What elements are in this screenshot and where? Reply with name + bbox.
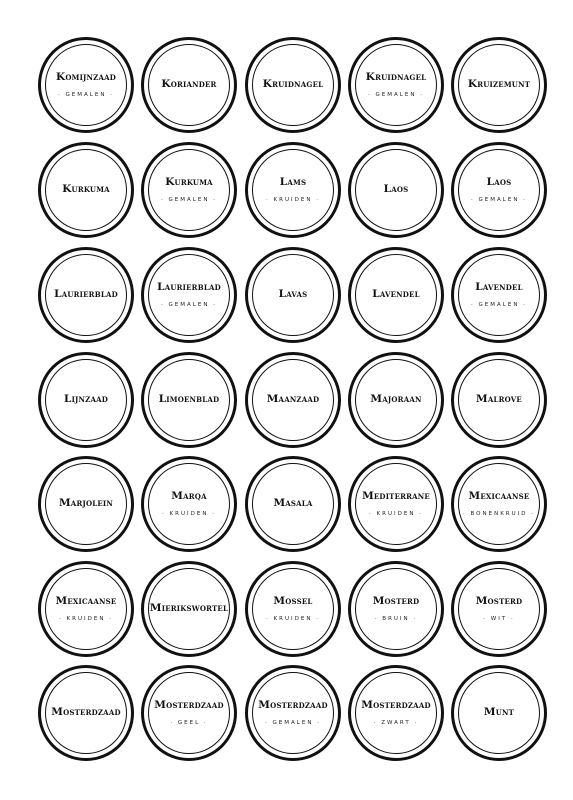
label-subtitle: · KRUIDEN · (59, 616, 113, 623)
label-subtitle: · BRUIN · (374, 616, 418, 623)
label-inner-ring (45, 254, 127, 336)
label-inner-ring (355, 44, 437, 126)
label-subtitle: · GEMALEN · (265, 720, 321, 727)
label-inner-ring (355, 672, 437, 754)
spice-label (348, 352, 444, 448)
spice-label (38, 352, 134, 448)
label-inner-ring (45, 149, 127, 231)
label-inner-ring (45, 463, 127, 545)
label-name: Mosterdzaad (154, 698, 224, 711)
label-name: Marjolein (58, 497, 113, 510)
spice-label (141, 142, 237, 238)
spice-label (451, 456, 547, 552)
label-subtitle: · GEMALEN · (161, 302, 217, 309)
label-subtitle: · BONENKRUID · (462, 511, 535, 518)
label-inner-ring (252, 672, 334, 754)
spice-label (141, 456, 237, 552)
label-inner-ring (458, 254, 540, 336)
label-subtitle: · GEMALEN · (161, 197, 217, 204)
label-subtitle: · KRUIDEN · (266, 197, 320, 204)
label-name: Kruidnagel (262, 78, 324, 91)
label-name: Malrove (476, 393, 522, 406)
label-subtitle: · KRUIDEN · (162, 511, 216, 518)
label-inner-ring (252, 568, 334, 650)
label-inner-ring (458, 44, 540, 126)
label-inner-ring (148, 359, 230, 441)
label-name: Masala (273, 497, 313, 510)
label-inner-ring (355, 463, 437, 545)
label-name: Laurierblad (54, 288, 118, 301)
label-name: Kurkuma (62, 183, 110, 196)
label-name: Lams (279, 175, 307, 188)
label-inner-ring (458, 672, 540, 754)
label-inner-ring (458, 359, 540, 441)
label-inner-ring (355, 254, 437, 336)
spice-label (38, 561, 134, 657)
spice-label (451, 37, 547, 133)
label-inner-ring (148, 672, 230, 754)
label-subtitle: · GEMALEN · (471, 197, 527, 204)
label-name: Mosterdzaad (51, 706, 121, 719)
spice-label (245, 247, 341, 343)
label-name: Laos (383, 183, 409, 196)
label-inner-ring (252, 149, 334, 231)
label-name: Marqa (171, 489, 207, 502)
label-name: Laurierblad (157, 280, 221, 293)
label-inner-ring (252, 44, 334, 126)
spice-label (245, 37, 341, 133)
spice-label (348, 561, 444, 657)
label-subtitle: · GEMALEN · (368, 92, 424, 99)
spice-label (38, 142, 134, 238)
label-name: Lavendel (475, 280, 523, 293)
label-name: Munt (483, 706, 515, 719)
label-name: Mierikswortel (149, 602, 229, 615)
label-subtitle: · WIT · (483, 616, 515, 623)
label-inner-ring (458, 568, 540, 650)
label-name: Koriander (161, 78, 217, 91)
spice-label (451, 665, 547, 761)
label-inner-ring (148, 463, 230, 545)
label-name: Lavendel (372, 288, 420, 301)
label-name: Mexicaanse (55, 594, 117, 607)
spice-label (38, 37, 134, 133)
label-inner-ring (458, 149, 540, 231)
label-inner-ring (45, 568, 127, 650)
label-name: Mediterrane (362, 489, 430, 502)
label-subtitle: · KRUIDEN · (369, 511, 423, 518)
label-subtitle: · GEMALEN · (471, 302, 527, 309)
label-inner-ring (45, 44, 127, 126)
spice-label (348, 665, 444, 761)
label-subtitle: · ZWART · (373, 720, 419, 727)
label-name: Lavas (278, 288, 308, 301)
spice-label (245, 456, 341, 552)
spice-label (141, 561, 237, 657)
spice-label (348, 142, 444, 238)
label-subtitle: · KRUIDEN · (266, 616, 320, 623)
label-name: Laos (486, 175, 512, 188)
label-name: Mossel (273, 594, 313, 607)
label-inner-ring (148, 149, 230, 231)
label-name: Majoraan (370, 393, 422, 406)
label-name: Limoenblad (158, 393, 220, 406)
label-name: Kruidnagel (365, 70, 427, 83)
spice-label (141, 37, 237, 133)
spice-label (451, 142, 547, 238)
label-name: Komijnzaad (56, 70, 116, 83)
spice-label (245, 352, 341, 448)
label-inner-ring (458, 463, 540, 545)
label-inner-ring (45, 359, 127, 441)
label-name: Maanzaad (266, 393, 320, 406)
spice-label (141, 352, 237, 448)
label-name: Lijnzaad (63, 393, 108, 406)
label-inner-ring (355, 359, 437, 441)
spice-label (348, 247, 444, 343)
label-inner-ring (252, 254, 334, 336)
spice-label (245, 665, 341, 761)
spice-label (245, 561, 341, 657)
spice-label (451, 561, 547, 657)
label-inner-ring (252, 359, 334, 441)
label-name: Kruizemunt (467, 78, 531, 91)
spice-label (141, 247, 237, 343)
spice-label (348, 37, 444, 133)
label-subtitle: · GEMALEN · (58, 92, 114, 99)
label-inner-ring (252, 463, 334, 545)
label-name: Mosterd (372, 594, 420, 607)
label-name: Mexicaanse (468, 489, 530, 502)
spice-label (451, 352, 547, 448)
label-inner-ring (148, 568, 230, 650)
label-name: Mosterdzaad (258, 698, 328, 711)
spice-label (141, 665, 237, 761)
spice-label (451, 247, 547, 343)
label-inner-ring (355, 568, 437, 650)
spice-label (348, 456, 444, 552)
spice-label (38, 247, 134, 343)
label-inner-ring (148, 254, 230, 336)
spice-label (38, 456, 134, 552)
label-name: Kurkuma (165, 175, 213, 188)
label-inner-ring (355, 149, 437, 231)
spice-label (245, 142, 341, 238)
label-inner-ring (45, 672, 127, 754)
label-name: Mosterdzaad (361, 698, 431, 711)
label-name: Mosterd (475, 594, 523, 607)
label-subtitle: · GEEL · (170, 720, 208, 727)
spice-label (38, 665, 134, 761)
label-inner-ring (148, 44, 230, 126)
